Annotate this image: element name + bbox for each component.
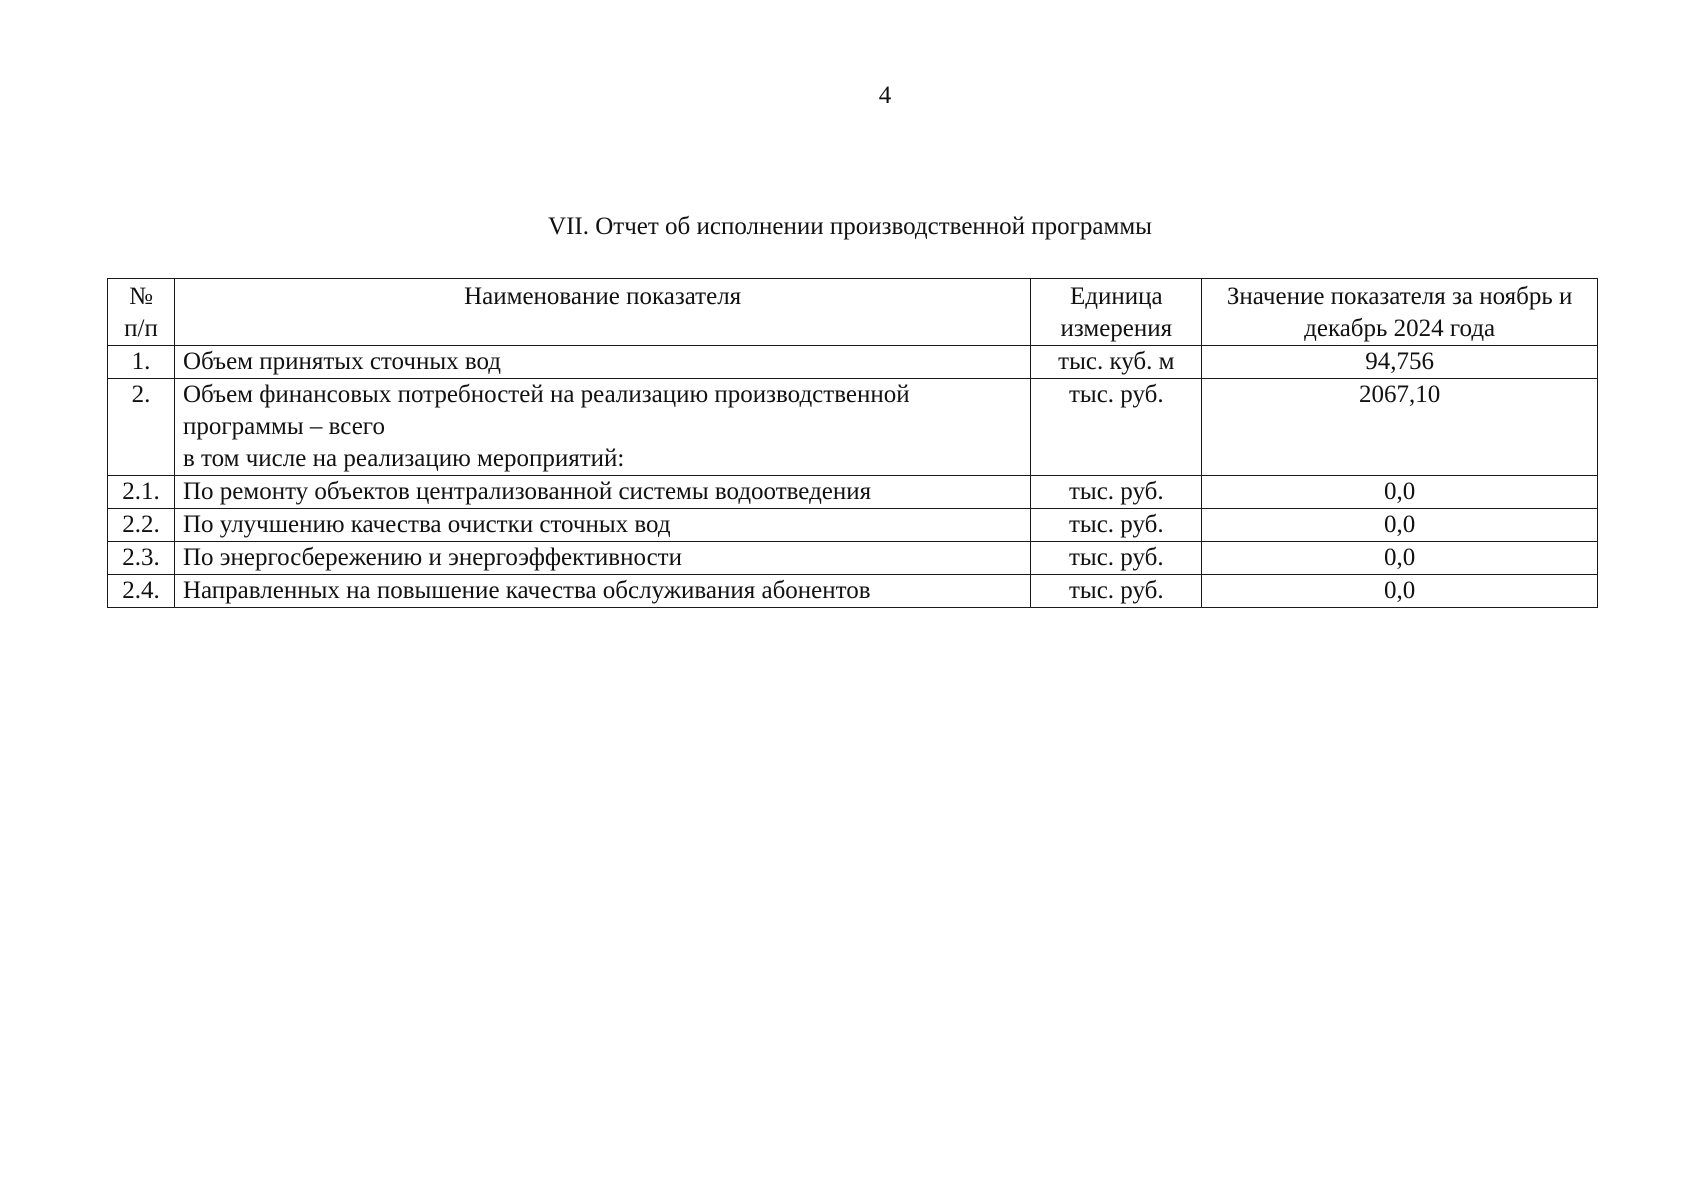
header-unit: Единица измерения xyxy=(1031,279,1202,346)
row-num: 1. xyxy=(108,346,175,379)
header-num: № п/п xyxy=(108,279,175,346)
table-header-row xyxy=(108,279,1598,346)
production-program-report-table xyxy=(107,278,1598,608)
row-name: По улучшению качества очистки сточных вод xyxy=(174,509,1030,542)
header-value: Значение показателя за ноябрь и декабрь 2024 года xyxy=(1202,279,1598,346)
row-name-line: программы – всего xyxy=(182,413,385,440)
row-name: По ремонту объектов централизованной системы водоотведения xyxy=(174,476,1030,509)
row-name-line: в том числе на реализацию мероприятий: xyxy=(182,445,625,472)
row-value: 0,0 xyxy=(1202,509,1598,542)
table-row xyxy=(108,542,1598,575)
table-row xyxy=(108,575,1598,608)
section-title: VII. Отчет об исполнении производственной программы xyxy=(548,213,1152,240)
row-name: Объем принятых сточных вод xyxy=(174,346,1030,379)
row-name xyxy=(174,379,1030,476)
row-unit: тыс. руб. xyxy=(1031,476,1202,509)
row-num: 2.4. xyxy=(108,575,175,608)
row-num: 2.1. xyxy=(108,476,175,509)
row-value: 2067,10 xyxy=(1202,379,1598,476)
row-value: 0,0 xyxy=(1202,542,1598,575)
table-row xyxy=(108,476,1598,509)
row-value: 0,0 xyxy=(1202,575,1598,608)
row-num: 2. xyxy=(108,379,175,476)
row-value: 0,0 xyxy=(1202,476,1598,509)
table-row xyxy=(108,379,1598,476)
row-num: 2.2. xyxy=(108,509,175,542)
row-name: По энергосбережению и энергоэффективности xyxy=(174,542,1030,575)
row-name: Направленных на повышение качества обслуживания абонентов xyxy=(174,575,1030,608)
table-row xyxy=(108,509,1598,542)
page-number: 4 xyxy=(878,82,892,109)
row-num: 2.3. xyxy=(108,542,175,575)
table-row xyxy=(108,346,1598,379)
row-unit: тыс. руб. xyxy=(1031,509,1202,542)
row-name-line: Объем финансовых потребностей на реализацию производственной xyxy=(182,381,910,408)
header-name: Наименование показателя xyxy=(174,279,1030,346)
row-unit: тыс. руб. xyxy=(1031,379,1202,476)
row-unit: тыс. руб. xyxy=(1031,542,1202,575)
row-unit: тыс. куб. м xyxy=(1031,346,1202,379)
row-unit: тыс. руб. xyxy=(1031,575,1202,608)
row-value: 94,756 xyxy=(1202,346,1598,379)
